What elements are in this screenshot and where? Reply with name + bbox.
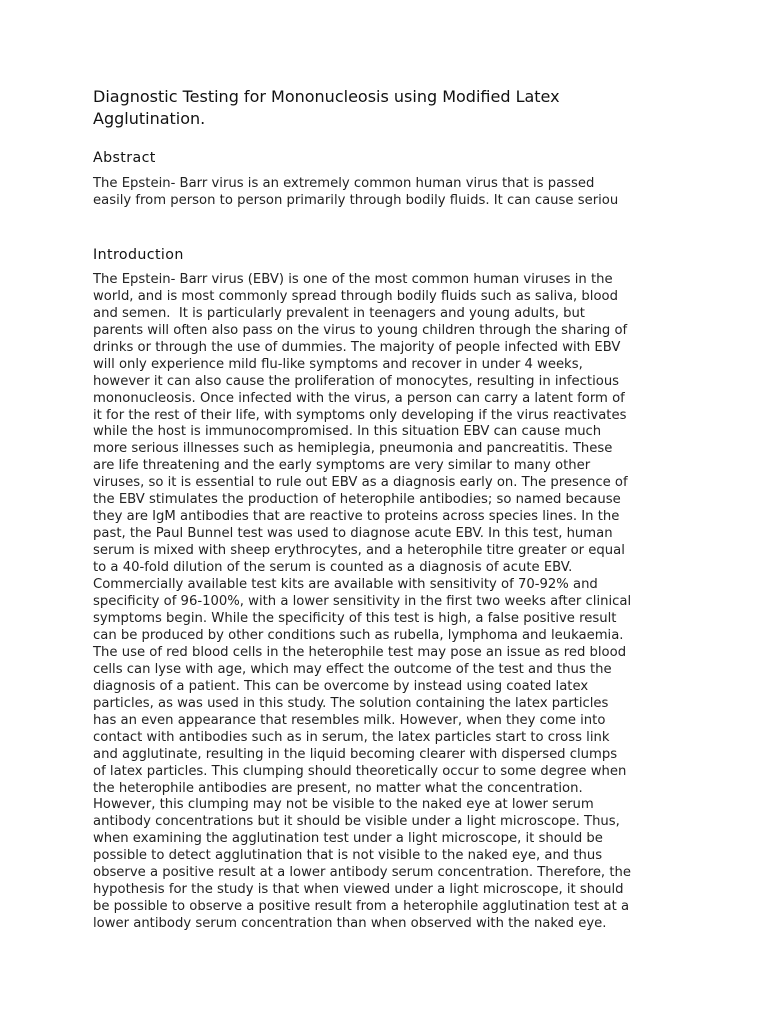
abstract-body: [93, 176, 678, 210]
introduction-line: hypothesis for the study is that when viewed under a light microscope, it should: [93, 882, 624, 898]
introduction-line: observe a positive result at a lower antibody serum concentration. Therefore, the: [93, 865, 631, 881]
title-line: Diagnostic Testing for Mononucleosis using Modified Latex: [93, 87, 560, 106]
document-title: [93, 86, 678, 130]
introduction-line: more serious illnesses such as hemiplegia, pneumonia and pancreatitis. These: [93, 441, 613, 457]
document-page: [93, 86, 678, 933]
introduction-line: has an even appearance that resembles milk. However, when they come into: [93, 712, 606, 728]
introduction-line: The Epstein- Barr virus (EBV) is one of the most common human viruses in the: [93, 271, 613, 287]
introduction-line: are life threatening and the early symptoms are very similar to many other: [93, 458, 591, 474]
introduction-line: it for the rest of their life, with symptoms only developing if the virus reactivates: [93, 407, 627, 423]
introduction-line: diagnosis of a patient. This can be overcome by instead using coated latex: [93, 678, 589, 694]
introduction-body: [93, 272, 678, 933]
introduction-line: to a 40-fold dilution of the serum is counted as a diagnosis of acute EBV.: [93, 560, 573, 576]
introduction-line: parents will often also pass on the virus to young children through the sharing of: [93, 322, 628, 338]
introduction-line: of latex particles. This clumping should theoretically occur to some degree when: [93, 763, 627, 779]
introduction-line: past, the Paul Bunnel test was used to diagnose acute EBV. In this test, human: [93, 526, 613, 542]
introduction-line: when examining the agglutination test under a light microscope, it should be: [93, 831, 603, 847]
introduction-line: mononucleosis. Once infected with the virus, a person can carry a latent form of: [93, 390, 625, 406]
introduction-line: specificity of 96-100%, with a lower sensitivity in the first two weeks after clinical: [93, 594, 632, 610]
introduction-line: cells can lyse with age, which may effect the outcome of the test and thus the: [93, 661, 612, 677]
introduction-line: be possible to observe a positive result from a heterophile agglutination test at a: [93, 899, 630, 915]
introduction-line: lower antibody serum concentration than when observed with the naked eye.: [93, 916, 607, 932]
introduction-line: contact with antibodies such as in serum, the latex particles start to cross link: [93, 729, 610, 745]
introduction-line: drinks or through the use of dummies. The majority of people infected with EBV: [93, 339, 621, 355]
introduction-line: antibody concentrations but it should be visible under a light microscope. Thus,: [93, 814, 620, 830]
introduction-line: possible to detect agglutination that is not visible to the naked eye, and thus: [93, 848, 603, 864]
introduction-heading: Introduction: [93, 246, 184, 263]
introduction-line: world, and is most commonly spread through bodily fluids such as saliva, blood: [93, 288, 618, 304]
introduction-line: and semen. It is particularly prevalent in teenagers and young adults, but: [93, 305, 585, 321]
introduction-line: they are IgM antibodies that are reactive to proteins across species lines. In the: [93, 509, 620, 525]
introduction-line: can be produced by other conditions such as rubella, lymphoma and leukaemia.: [93, 627, 624, 643]
introduction-line: the heterophile antibodies are present, no matter what the concentration.: [93, 780, 583, 796]
introduction-line: however it can also cause the proliferation of monocytes, resulting in infectious: [93, 373, 620, 389]
abstract-heading: Abstract: [93, 150, 156, 166]
introduction-line: and agglutinate, resulting in the liquid becoming clearer with dispersed clumps: [93, 746, 618, 762]
introduction-line: Commercially available test kits are available with sensitivity of 70-92% and: [93, 577, 598, 593]
introduction-line: particles, as was used in this study. The solution containing the latex particles: [93, 695, 609, 711]
introduction-line: viruses, so it is essential to rule out EBV as a diagnosis early on. The presence of: [93, 475, 628, 491]
introduction-line: symptoms begin. While the specificity of this test is high, a false positive result: [93, 610, 617, 626]
introduction-line: The use of red blood cells in the heterophile test may pose an issue as red blood: [93, 644, 627, 660]
introduction-line: will only experience mild flu-like symptoms and recover in under 4 weeks,: [93, 356, 583, 372]
introduction-line: the EBV stimulates the production of heterophile antibodies; so named because: [93, 492, 621, 508]
introduction-line: However, this clumping may not be visible to the naked eye at lower serum: [93, 797, 594, 813]
title-line: Agglutination.: [93, 109, 206, 128]
introduction-line: serum is mixed with sheep erythrocytes, and a heterophile titre greater or equal: [93, 543, 625, 559]
abstract-line: easily from person to person primarily through bodily fluids. It can cause seriou: [93, 192, 619, 208]
introduction-line: while the host is immunocompromised. In this situation EBV can cause much: [93, 424, 602, 440]
abstract-line: The Epstein- Barr virus is an extremely common human virus that is passed: [93, 176, 595, 191]
